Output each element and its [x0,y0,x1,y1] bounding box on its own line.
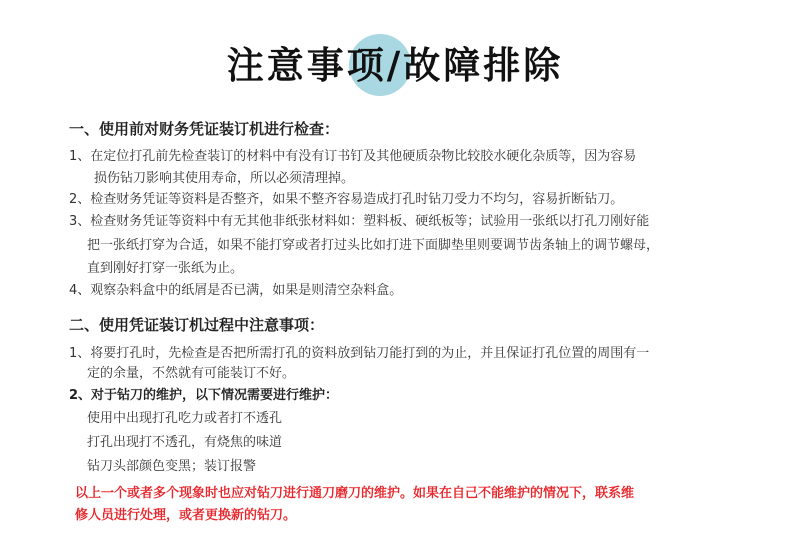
section1-item4: 4、观察杂料盒中的纸屑是否已满，如果是则清空杂料盒。 [69,283,403,298]
section1-item3-line3: 直到刚好打穿一张纸为止。 [87,261,244,276]
section2-symptom-1: 使用中出现打孔吃力或者打不透孔 [87,411,283,426]
section2-symptom-3: 钻刀头部颜色变黑；装订报警 [87,459,257,474]
section1-item2: 2、检查财务凭证等资料是否整齐，如果不整齐容易造成打孔时钻刀受力不均匀，容易折断钻刀。 [69,192,624,207]
section2-heading: 二、使用凭证装订机过程中注意事项： [69,316,325,334]
section2-item1-line1: 1、将要打孔时，先检查是否把所需打孔的资料放到钻刀能打到的为止，并且保证打孔位置的周围有一 [69,346,650,361]
section1-item1-line2: 损伤钻刀影响其使用寿命，所以必须清理掉。 [94,171,355,186]
section1-item1-line1: 1、在定位打孔前先检查装订的材料中有没有订书钉及其他硬质杂物比较胶水硬化杂质等，因为容易 [69,149,637,164]
section1-item3-line2: 把一张纸打穿为合适，如果不能打穿或者打过头比如打进下面脚垫里则要调节齿条轴上的调节螺母， [87,238,660,253]
warning-line2: 修人员进行处理，或者更换新的钻刀。 [75,508,297,523]
section2-item2-heading: 2、对于钻刀的维护，以下情况需要进行维护： [69,388,339,403]
title-banner [0,18,790,118]
warning-line1: 以上一个或者多个现象时也应对钻刀进行通刀磨刀的维护。如果在自己不能维护的情况下，联系维 [75,486,635,501]
section2-item1-line2: 定的余量，不然就有可能装订不好。 [87,366,296,381]
page-title: 注意事项/故障排除 [226,44,564,87]
section1-item3-line1: 3、检查财务凭证等资料中有无其他非纸张材料如：塑料板、硬纸板等；试验用一张纸以打孔刀刚好能 [69,214,650,229]
section1-heading: 一、使用前对财务凭证装订机进行检查： [69,120,340,138]
section2-symptom-2: 打孔出现打不透孔，有烧焦的味道 [87,435,283,450]
